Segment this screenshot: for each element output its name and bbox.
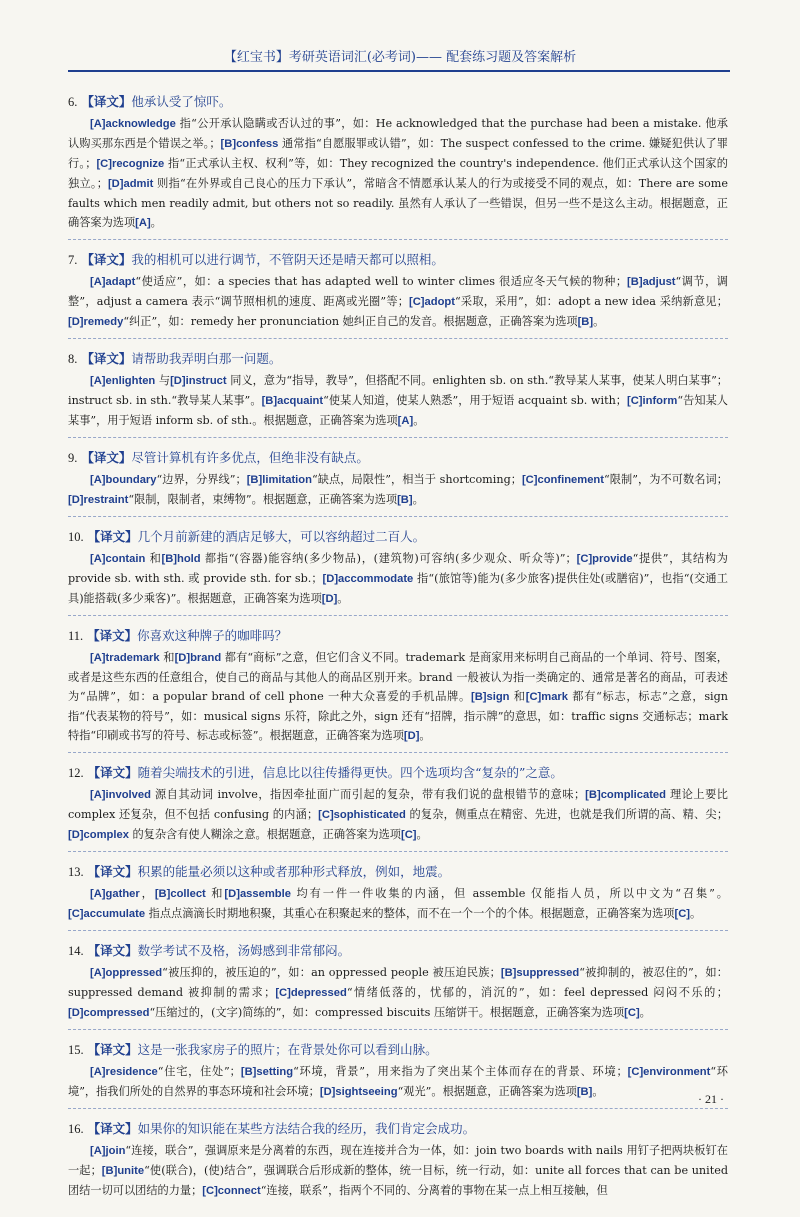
exercise-title — [68, 1040, 728, 1060]
exercise-number: 12. — [68, 766, 84, 780]
keyword: collect — [170, 888, 206, 900]
option-label: [B] — [161, 553, 178, 565]
explanation-text: “压缩过的，(文字)简练的”，如：compressed biscuits 压缩饼干。根据题意，正确答案为选项 — [149, 1006, 625, 1019]
exercise-title — [68, 250, 728, 270]
exercise-item — [68, 1040, 728, 1109]
keyword: setting — [256, 1066, 294, 1078]
translation-tag: 【译文】 — [87, 1121, 138, 1136]
explanation-text: 。 — [690, 907, 702, 920]
answer-label: [C] — [674, 908, 690, 920]
explanation-text: “提供”，其结构为 provide sb. with sth. 或 provide sth. for sb.； — [68, 552, 728, 585]
exercise-number: 16. — [68, 1122, 84, 1136]
explanation — [68, 963, 728, 1023]
answer-label: [A] — [397, 415, 414, 427]
keyword: adopt — [424, 296, 455, 308]
keyword: limitation — [262, 474, 312, 486]
translation-text: 你喜欢这种牌子的咖啡吗？ — [137, 628, 288, 643]
exercise-title — [68, 862, 728, 882]
option-label: [C] — [96, 158, 112, 170]
translation-tag: 【译文】 — [81, 94, 132, 109]
translation-tag: 【译文】 — [81, 252, 132, 267]
explanation — [68, 785, 728, 845]
keyword: unite — [117, 1165, 145, 1177]
explanation-text: 都指“(容器)能容纳(多少物品)，(建筑物)可容纳(多少观众、听众等)”； — [200, 552, 577, 565]
exercise-title — [68, 349, 728, 369]
keyword: sophisticated — [333, 809, 406, 821]
exercise-title — [68, 448, 728, 468]
keyword: mark — [541, 691, 568, 703]
explanation-text: 。 — [337, 592, 349, 605]
explanation-text: 与 — [155, 374, 171, 387]
option-label: [A] — [90, 888, 106, 900]
explanation-text: 和 — [509, 690, 526, 703]
option-label: [B] — [240, 1066, 257, 1078]
explanation-text: 通常指“自愿服罪或认错”，如：The suspect confessed to the crime. 嫌疑犯供认了罪行。； — [68, 137, 728, 170]
explanation-text: 。 — [592, 1085, 604, 1098]
explanation — [68, 114, 728, 233]
answer-label: [B] — [397, 494, 413, 506]
keyword: oppressed — [105, 967, 163, 979]
keyword: compressed — [83, 1007, 150, 1019]
keyword: sightseeing — [335, 1086, 398, 1098]
option-label: [C] — [525, 691, 542, 703]
keyword: accumulate — [83, 908, 146, 920]
keyword: instruct — [185, 375, 227, 387]
option-label: [D] — [322, 573, 339, 585]
exercise-number: 8. — [68, 352, 78, 366]
option-label: [D] — [68, 494, 84, 506]
explanation-text: 和 — [145, 552, 162, 565]
keyword: provide — [592, 553, 633, 565]
exercise-title — [68, 763, 728, 783]
keyword: sign — [486, 691, 510, 703]
explanation — [68, 1141, 728, 1201]
translation-tag: 【译文】 — [87, 765, 138, 780]
exercise-number: 6. — [68, 95, 78, 109]
option-label: [D] — [224, 888, 240, 900]
explanation-text: 和 — [159, 651, 175, 664]
option-label: [A] — [90, 652, 106, 664]
keyword: restraint — [83, 494, 129, 506]
exercise-title — [68, 941, 728, 961]
option-label: [C] — [408, 296, 425, 308]
header-rule — [68, 70, 730, 72]
exercise-number: 10. — [68, 530, 84, 544]
explanation-text: “使(联合)，(使)结合”，强调联合后形成新的整体，统一目标，统一行动，如：unite all forces that can be united 团结一切可以团结的力量； — [68, 1164, 728, 1197]
translation-text: 尽管计算机有许多优点，但绝非没有缺点。 — [131, 450, 369, 465]
explanation — [68, 549, 728, 609]
option-label: [B] — [261, 395, 278, 407]
explanation-text: “限制”，为不可数名词； — [603, 473, 728, 486]
option-label: [B] — [154, 888, 171, 900]
option-label: [A] — [90, 276, 106, 288]
exercise-number: 11. — [68, 629, 84, 643]
exercise-number: 7. — [68, 253, 78, 267]
exercise-title — [68, 1119, 728, 1139]
keyword: complicated — [600, 789, 666, 801]
translation-text: 请帮助我弄明白那一问题。 — [131, 351, 282, 366]
explanation-text: “使某人知道，使某人熟悉”，用于短语 acquaint sb. with； — [323, 394, 627, 407]
explanation-text: 指“公开承认隐瞒或否认过的事”，如：He acknowledged that the purchase had been a mistake. 他承认购买那东西是个错误之举。； — [68, 117, 728, 150]
explanation-text: “连接，联合”，强调原来是分离着的东西，现在连接并合为一体，如：join two boards with nails 用钉子把两块板钉在一起； — [68, 1144, 728, 1177]
explanation-text: 理论上要比 complex 还复杂，但不包括 confusing 的内涵； — [68, 788, 728, 821]
keyword: join — [105, 1145, 126, 1157]
option-label: [A] — [90, 967, 106, 979]
keyword: trademark — [105, 652, 160, 664]
answer-label: [A] — [135, 217, 151, 229]
keyword: confess — [236, 138, 279, 150]
keyword: gather — [105, 888, 140, 900]
explanation-text: 指“正式承认主权、权利”等，如：They recognized the country's independence. 他们正式承认这个国家的独立。； — [68, 157, 728, 190]
exercise-number: 15. — [68, 1043, 84, 1057]
explanation-text: 。 — [150, 216, 162, 229]
option-label: [A] — [90, 1066, 106, 1078]
translation-text: 数学考试不及格，汤姆感到非常郁闷。 — [137, 943, 351, 958]
translation-text: 随着尖端技术的引进，信息比以往传播得更快。四个选项均含“复杂的”之意。 — [137, 765, 563, 780]
option-label: [C] — [626, 395, 643, 407]
keyword: involved — [105, 789, 151, 801]
exercise-number: 14. — [68, 944, 84, 958]
explanation — [68, 884, 728, 924]
explanation-text: 。 — [419, 729, 431, 742]
exercise-item — [68, 626, 728, 753]
option-label: [C] — [521, 474, 538, 486]
translation-tag: 【译文】 — [87, 864, 138, 879]
keyword: complex — [83, 829, 129, 841]
option-label: [C] — [627, 1066, 644, 1078]
option-label: [A] — [90, 553, 106, 565]
option-label: [B] — [220, 138, 237, 150]
option-label: [B] — [585, 789, 601, 801]
exercise-item — [68, 862, 728, 931]
explanation-text: 同义，意为“指导，教导”，但搭配不同。enlighten sb. on sth.“教导某人某事，使某人明白某事”；instruct sb. in sth.“教导某人某事”。 — [68, 374, 728, 407]
explanation-text: 的复杂，侧重点在精密、先进，也就是我们所谓的高、精、尖； — [405, 808, 729, 821]
answer-label: [D] — [403, 730, 420, 742]
explanation-text: “观光”。根据题意，正确答案为选项 — [397, 1085, 577, 1098]
explanation-text: “环境”，指我们所处的自然界的事态环境和社会环境； — [68, 1065, 728, 1098]
explanation-text: 源自其动词 involve，指因牵扯面广而引起的复杂，带有我们说的盘根错节的意味； — [150, 788, 586, 801]
keyword: adapt — [105, 276, 136, 288]
explanation-text: 。 — [412, 493, 424, 506]
explanation-text: “限制，限制者，束缚物”。根据题意，正确答案为选项 — [128, 493, 398, 506]
explanation-text: “纠正”，如：remedy her pronunciation 她纠正自己的发音。根据题意，正确答案为选项 — [123, 315, 578, 328]
keyword: remedy — [83, 316, 124, 328]
exercise-item — [68, 1119, 728, 1207]
keyword: accommodate — [338, 573, 414, 585]
keyword: acquaint — [277, 395, 324, 407]
exercise-item — [68, 941, 728, 1030]
explanation-text: 指“(旅馆等)能为(多少旅客)提供住处(或膳宿)”，也指“(交通工具)能搭载(多少乘客)”。根据题意，正确答案为选项 — [68, 572, 728, 605]
explanation-text: “缺点，局限性”，相当于 shortcoming； — [311, 473, 522, 486]
translation-text: 几个月前新建的酒店足够大，可以容纳超过二百人。 — [137, 529, 426, 544]
exercise-item — [68, 763, 728, 852]
explanation-text: “被压抑的，被压迫的”，如：an oppressed people 被压迫民族； — [162, 966, 501, 979]
option-label: [B] — [101, 1165, 118, 1177]
explanation — [68, 371, 728, 431]
answer-label: [C] — [624, 1007, 640, 1019]
option-label: [A] — [90, 118, 106, 130]
explanation-text: “使适应”，如：a species that has adapted well to winter climes 很适应冬天气候的物种； — [135, 275, 628, 288]
answer-label: [B] — [576, 1086, 593, 1098]
option-label: [A] — [90, 474, 106, 486]
page-header: 【红宝书】考研英语词汇(必考词)—— 配套练习题及答案解析 — [223, 50, 577, 65]
exercise-number: 13. — [68, 865, 84, 879]
translation-tag: 【译文】 — [87, 628, 138, 643]
exercise-list — [68, 92, 728, 1217]
option-label: [A] — [90, 1145, 106, 1157]
explanation-text: 。 — [593, 315, 605, 328]
explanation — [68, 272, 728, 332]
option-label: [B] — [470, 691, 487, 703]
explanation-text: 。 — [413, 414, 425, 427]
keyword: boundary — [105, 474, 157, 486]
keyword: adjust — [642, 276, 676, 288]
explanation-text: “连接，联系”，指两个不同的、分离着的事物在某一点上相互接触，但 — [260, 1184, 608, 1197]
translation-text: 这是一张我家房子的照片；在背景处你可以看到山脉。 — [137, 1042, 438, 1057]
translation-tag: 【译文】 — [81, 351, 132, 366]
keyword: residence — [105, 1066, 158, 1078]
exercise-number: 9. — [68, 451, 78, 465]
explanation-text: “边界，分界线”； — [156, 473, 247, 486]
explanation-text: 。 — [639, 1006, 651, 1019]
answer-label: [B] — [577, 316, 594, 328]
translation-tag: 【译文】 — [87, 529, 138, 544]
explanation — [68, 470, 728, 510]
option-label: [C] — [318, 809, 334, 821]
exercise-title — [68, 626, 728, 646]
keyword: connect — [217, 1185, 261, 1197]
option-label: [C] — [576, 553, 593, 565]
answer-label: [C] — [400, 829, 417, 841]
option-label: [D] — [170, 375, 186, 387]
option-label: [D] — [107, 178, 124, 190]
explanation-text: 和 — [205, 887, 225, 900]
keyword: environment — [643, 1066, 711, 1078]
option-label: [B] — [500, 967, 517, 979]
explanation-text: 均有一件一件收集的内涵，但 assemble 仅能指人员，所以中文为“召集”。 — [290, 887, 728, 900]
explanation-text: 都有“标志，标志”之意，sign 指“代表某物的符号”，如：musical signs 乐符，除此之外，sign 还有“招牌，指示牌”的意思，如：traffic signs 交通标志；mark 特指“印刷或书写的符号、标志或标签”。根据题意，正确答案为选项 — [68, 690, 729, 742]
exercise-item — [68, 92, 728, 240]
keyword: brand — [190, 652, 222, 664]
exercise-item — [68, 527, 728, 616]
exercise-item — [68, 349, 728, 438]
keyword: hold — [177, 553, 201, 565]
option-label: [D] — [68, 1007, 84, 1019]
explanation-text: “采取，采用”，如：adopt a new idea 采纳新意见； — [454, 295, 728, 308]
keyword: depressed — [290, 987, 347, 999]
keyword: admit — [123, 178, 154, 190]
explanation-text: 都有“商标”之意，但它们含义不同。trademark 是商家用来标明自己商品的一个单词、符号、图案，或者是这些东西的任意组合，使自己的商品与其他人的商品区别开来。brand 一般被认为指一类确定的、通常是著名的商品，可表述为“品牌”，如：a popular brand of cell phone 一种大众喜爱的手机品牌。 — [68, 651, 728, 703]
explanation-text: 则指“在外界或自己良心的压力下承认”，常暗含不情愿承认某人的行为或接受不同的观点，如：There are some faults which men readily admit, but others not so readily. 虽然有人承认了一些错误，但另一些不是这么主动。根据题意，正确答案为选项 — [68, 177, 728, 229]
keyword: contain — [105, 553, 146, 565]
page-number: · 21 · — [698, 1092, 724, 1106]
option-label: [C] — [68, 908, 84, 920]
explanation-text: “住宅，住处”； — [157, 1065, 241, 1078]
translation-tag: 【译文】 — [87, 943, 138, 958]
option-label: [D] — [174, 652, 191, 664]
translation-tag: 【译文】 — [81, 450, 132, 465]
explanation-text: “情绪低落的，忧郁的，消沉的”，如：feel depressed 闷闷不乐的； — [346, 986, 728, 999]
translation-text: 积累的能量必须以这种或者那种形式释放，例如，地震。 — [137, 864, 451, 879]
option-label: [C] — [275, 987, 291, 999]
answer-label: [D] — [321, 593, 338, 605]
option-label: [A] — [90, 789, 106, 801]
keyword: assemble — [239, 888, 291, 900]
option-label: [D] — [319, 1086, 336, 1098]
explanation-text: 的复杂含有使人糊涂之意。根据题意，正确答案为选项 — [128, 828, 401, 841]
explanation-text: “环境，背景”，用来指为了突出某个主体而存在的背景、环境； — [293, 1065, 628, 1078]
explanation-text: “告知某人某事”，用于短语 inform sb. of sth.。根据题意，正确答案为选项 — [68, 394, 728, 427]
keyword: suppressed — [516, 967, 580, 979]
translation-text: 他承认受了惊吓。 — [131, 94, 232, 109]
explanation — [68, 1062, 728, 1102]
keyword: acknowledge — [105, 118, 176, 130]
explanation-text: ， — [139, 887, 155, 900]
exercise-title — [68, 92, 728, 112]
exercise-item — [68, 448, 728, 517]
keyword: inform — [642, 395, 678, 407]
explanation-text: “调节，调整”，adjust a camera 表示“调节照相机的速度、距离或光圈”等； — [68, 275, 728, 308]
explanation-text: 。 — [416, 828, 428, 841]
exercise-title — [68, 527, 728, 547]
keyword: enlighten — [105, 375, 156, 387]
option-label: [A] — [90, 375, 106, 387]
exercise-item — [68, 250, 728, 339]
option-label: [B] — [627, 276, 643, 288]
option-label: [D] — [68, 316, 84, 328]
explanation-text: 指点点滴滴长时期地积聚，其重心在积聚起来的整体，而不在一个一个的个体。根据题意，正确答案为选项 — [145, 907, 675, 920]
keyword: confinement — [537, 474, 604, 486]
option-label: [D] — [68, 829, 84, 841]
option-label: [B] — [246, 474, 263, 486]
translation-text: 如果你的知识能在某些方法结合我的经历，我们肯定会成功。 — [137, 1121, 476, 1136]
keyword: recognize — [111, 158, 165, 170]
translation-text: 我的相机可以进行调节，不管阴天还是晴天都可以照相。 — [131, 252, 444, 267]
translation-tag: 【译文】 — [87, 1042, 138, 1057]
explanation-text: “被抑制的，被忍住的”，如：suppressed demand 被抑制的需求； — [68, 966, 728, 999]
explanation — [68, 648, 728, 746]
option-label: [C] — [202, 1185, 218, 1197]
